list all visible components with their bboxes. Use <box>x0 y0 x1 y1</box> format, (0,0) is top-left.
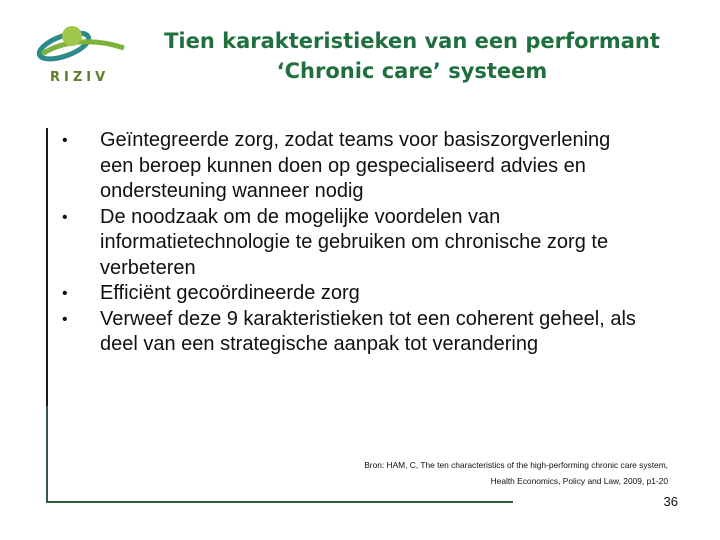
slide-title <box>118 26 706 86</box>
bullet-text: Efficiënt gecoördineerde zorg <box>100 282 360 304</box>
logo-ball <box>62 26 82 46</box>
bullet-glyph: • <box>62 208 68 226</box>
bullet-text: Verweef deze 9 karakteristieken tot een coherent geheel, als deel van een strategische aanpak tot verandering <box>100 307 636 355</box>
bullet-item <box>62 307 642 358</box>
source-line-2: Health Economics, Policy and Law, 2009, p1-20 <box>490 476 668 486</box>
bullet-item <box>62 281 642 307</box>
bullet-text: Geïntegreerde zorg, zodat teams voor basiszorgverlening een beroep kunnen doen op gespecialiseerd advies en ondersteuning wanneer nodig <box>100 129 611 202</box>
source-line-1: Bron: HAM, C, The ten characteristics of the high-performing chronic care system, <box>364 460 668 470</box>
bullet-glyph: • <box>62 310 68 328</box>
bullet-text: De noodzaak om de mogelijke voordelen van informatietechnologie te gebruiken om chronische zorg te verbeteren <box>100 205 609 279</box>
title-line-2: ‘Chronic care’ systeem <box>276 59 548 83</box>
bullet-item <box>62 128 642 205</box>
logo-text: RIZIV <box>50 70 110 85</box>
page-number: 36 <box>663 494 678 509</box>
left-divider-accent <box>46 128 48 406</box>
title-line-1: Tien karakteristieken van een performant <box>164 29 660 53</box>
bottom-divider-line <box>46 501 513 503</box>
bullet-glyph: • <box>62 285 68 302</box>
source-citation <box>364 457 668 489</box>
bullet-list <box>62 128 642 358</box>
bullet-item <box>62 205 642 282</box>
bullet-glyph: • <box>62 132 68 149</box>
